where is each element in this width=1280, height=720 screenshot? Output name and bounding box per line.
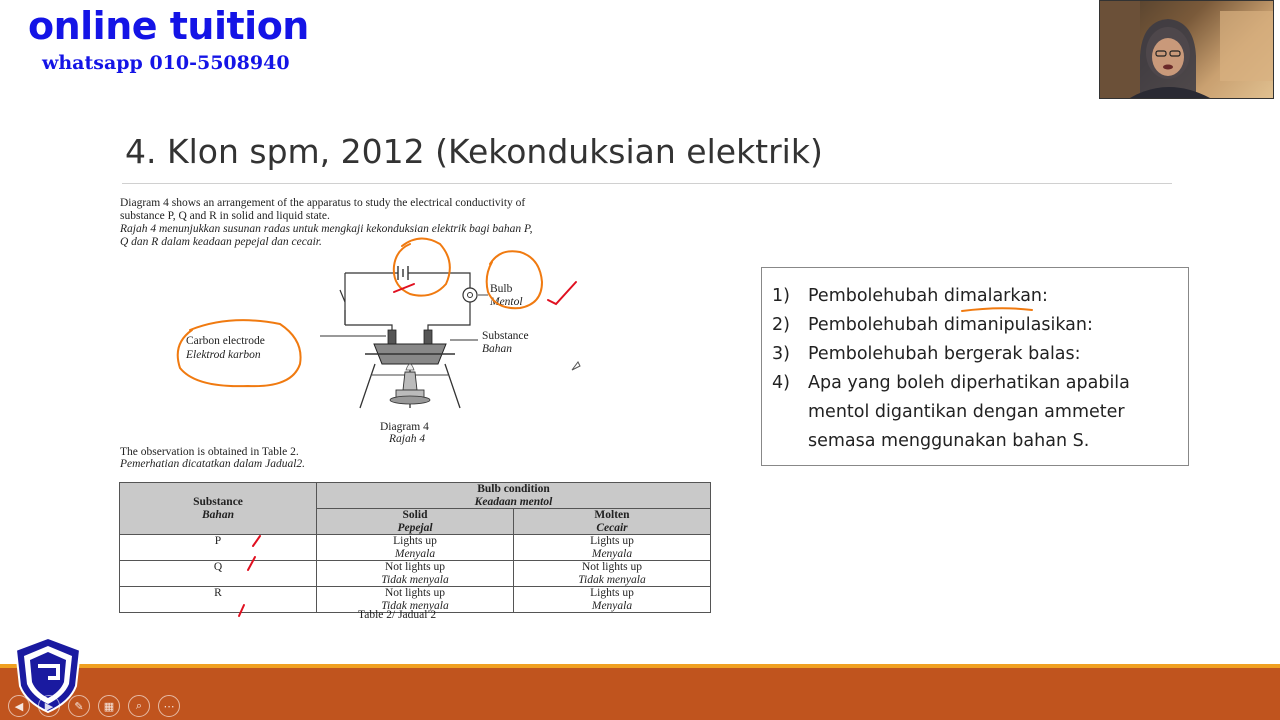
cell-ms: Menyala xyxy=(591,599,633,612)
intro-text-ms-1: Rajah 4 menunjukkan susunan radas untuk mengkaji kekonduksian elektrik bagi bahan P, xyxy=(120,223,533,235)
next-icon[interactable]: ▶ xyxy=(38,695,60,717)
row-solid-cell xyxy=(317,535,514,561)
substance-label-ms: Bahan xyxy=(482,343,513,355)
substance-label-en: Substance xyxy=(482,330,529,342)
header-bulb-condition xyxy=(317,483,711,509)
header-solid-en: Solid xyxy=(402,509,428,521)
header-molten-ms: Cecair xyxy=(596,521,628,534)
header-substance xyxy=(120,483,317,535)
question-box xyxy=(761,267,1189,466)
table-caption: Table 2/ Jadual 2 xyxy=(358,609,437,621)
more-icon[interactable]: ⋯ xyxy=(158,695,180,717)
header-substance-ms: Bahan xyxy=(202,508,234,521)
observation-text-ms: Pemerhatian dicatatkan dalam Jadual2. xyxy=(120,458,306,470)
zoom-icon[interactable]: ⌕ xyxy=(128,695,150,717)
header-solid xyxy=(317,509,514,535)
row-substance: Q xyxy=(120,561,317,587)
cell-ms: Tidak menyala xyxy=(381,599,449,612)
cell-ms: Menyala xyxy=(591,547,633,560)
slide-title: 4. Klon spm, 2012 (Kekonduksian elektrik) xyxy=(125,132,823,171)
cell-ms: Tidak menyala xyxy=(381,573,449,586)
cell-en: Lights up xyxy=(590,535,634,547)
header-solid-ms: Pepejal xyxy=(397,521,433,534)
cell-ms: Tidak menyala xyxy=(578,573,646,586)
cell-en: Lights up xyxy=(590,587,634,599)
brand-whatsapp: whatsapp 010-5508940 xyxy=(42,52,290,74)
header-molten xyxy=(514,509,711,535)
header-molten-en: Molten xyxy=(594,509,630,521)
header-bulb-en: Bulb condition xyxy=(477,483,550,495)
footer-bar xyxy=(0,664,1280,720)
presenter-webcam xyxy=(1099,0,1274,99)
question-text: Pembolehubah dimalarkan: xyxy=(808,286,1048,306)
question-text: Apa yang boleh diperhatikan apabila mentol digantikan dengan ammeter semasa menggunakan bahan S. xyxy=(808,373,1130,451)
slideshow-toolbar xyxy=(8,695,180,717)
brand-title: online tuition xyxy=(28,4,309,48)
prev-icon[interactable]: ◀ xyxy=(8,695,30,717)
diagram-caption-en: Diagram 4 xyxy=(380,421,429,433)
row-solid-cell xyxy=(317,561,514,587)
table-row xyxy=(120,535,711,561)
question-item xyxy=(772,282,1168,311)
title-divider xyxy=(122,183,1172,184)
electrode-label-ms: Elektrod karbon xyxy=(186,349,261,361)
question-text: Pembolehubah bergerak balas: xyxy=(808,344,1081,364)
question-number: 3) xyxy=(772,344,790,364)
question-text: Pembolehubah dimanipulasikan: xyxy=(808,315,1093,335)
footer-stripe xyxy=(0,664,1280,668)
bulb-label-ms: Mentol xyxy=(490,296,523,308)
bulb-label-en: Bulb xyxy=(490,283,513,295)
bulb-icon xyxy=(463,288,477,302)
question-item xyxy=(772,340,1168,369)
intro-text-en-2: substance P, Q and R in solid and liquid state. xyxy=(120,210,330,222)
question-number: 4) xyxy=(772,373,790,393)
observation-text-en: The observation is obtained in Table 2. xyxy=(120,446,299,458)
header-bulb-ms: Keadaan mentol xyxy=(474,495,553,508)
slides-icon[interactable]: ▦ xyxy=(98,695,120,717)
cell-en: Lights up xyxy=(393,535,437,547)
diagram-caption-ms: Rajah 4 xyxy=(389,433,426,445)
cell-en: Not lights up xyxy=(581,561,643,573)
pen-icon[interactable]: ✎ xyxy=(68,695,90,717)
apparatus-diagram xyxy=(160,240,600,450)
electrode-label-en: Carbon electrode xyxy=(186,335,265,347)
question-item xyxy=(772,369,1168,456)
cell-en: Not lights up xyxy=(384,587,446,599)
row-molten-cell xyxy=(514,535,711,561)
header-substance-en: Substance xyxy=(193,496,243,508)
question-number: 2) xyxy=(772,315,790,335)
presenter-figure xyxy=(1100,1,1273,98)
row-molten-cell xyxy=(514,587,711,613)
intro-text-ms-2: Q dan R dalam keadaan pepejal dan cecair. xyxy=(120,236,322,248)
bulb-condition-table xyxy=(119,482,711,613)
question-item xyxy=(772,311,1168,340)
row-substance: R xyxy=(120,587,317,613)
row-substance: P xyxy=(120,535,317,561)
battery-icon xyxy=(398,266,408,280)
table-row xyxy=(120,561,711,587)
cell-en: Not lights up xyxy=(384,561,446,573)
question-number: 1) xyxy=(772,286,790,306)
cell-ms: Menyala xyxy=(394,547,436,560)
row-molten-cell xyxy=(514,561,711,587)
intro-text-en-1: Diagram 4 shows an arrangement of the apparatus to study the electrical conductivity of xyxy=(120,197,526,209)
